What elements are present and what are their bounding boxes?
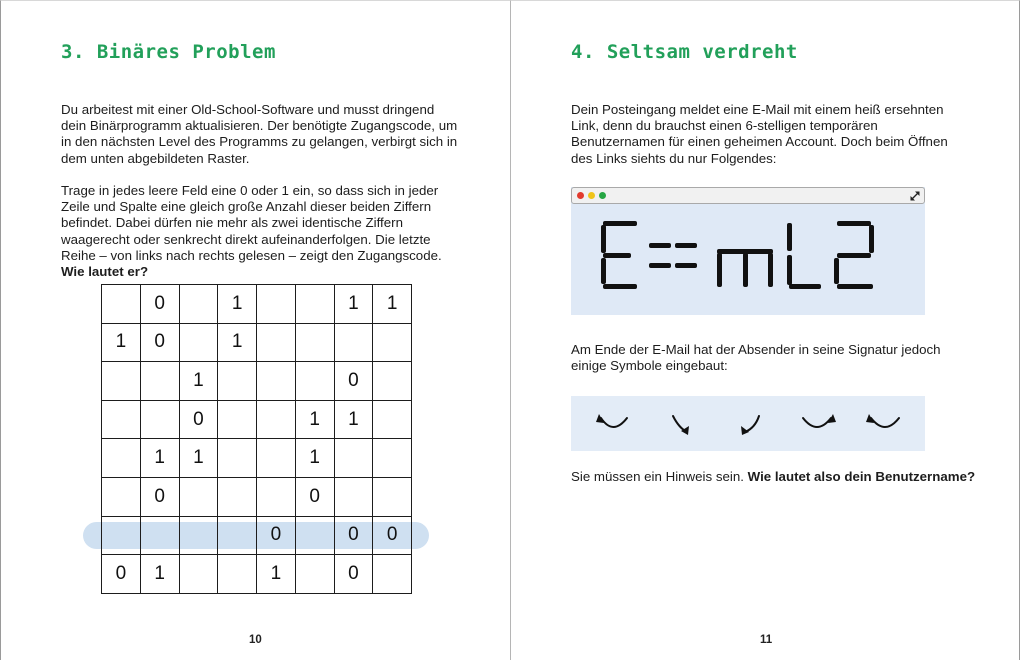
- seven-segment-display: [591, 215, 911, 295]
- grid-row: [102, 285, 412, 324]
- grid-cell-empty[interactable]: [102, 285, 141, 324]
- grid-row: [102, 555, 412, 594]
- grid-cell-empty[interactable]: [218, 400, 257, 439]
- grid-cell: 0: [140, 323, 179, 362]
- grid-cell-empty[interactable]: [334, 477, 373, 516]
- grid-cell-empty[interactable]: [140, 516, 179, 555]
- grid-cell-empty[interactable]: [257, 323, 296, 362]
- grid-cell: 0: [102, 555, 141, 594]
- rotation-symbols: [571, 396, 925, 451]
- grid-cell-empty[interactable]: [295, 555, 334, 594]
- rotate-ccw-arrow-icon: [741, 416, 759, 435]
- grid-cell-empty[interactable]: [295, 362, 334, 401]
- grid-row: [102, 323, 412, 362]
- grid-cell-empty[interactable]: [295, 516, 334, 555]
- grid-cell-empty[interactable]: [218, 362, 257, 401]
- grid-cell-empty[interactable]: [334, 323, 373, 362]
- rules-paragraph: [61, 183, 461, 280]
- grid-cell: 0: [295, 477, 334, 516]
- minimize-dot-icon: [588, 192, 595, 199]
- intro-paragraph: Du arbeitest mit einer Old-School-Software und musst dringend dein Binärprogramm aktualisieren. Der benötigte Zugangscode, um in den nächsten Level des Programms zu gelangen, verbirgt sich in dem unten abgebildeten Raster.: [61, 102, 458, 166]
- rotate-ccw-arrow-icon: [596, 414, 627, 427]
- grid-cell-empty[interactable]: [334, 439, 373, 478]
- page-number: 11: [760, 634, 773, 646]
- grid-cell-empty[interactable]: [140, 362, 179, 401]
- grid-cell: 1: [140, 555, 179, 594]
- grid-cell: 0: [334, 516, 373, 555]
- grid-cell-empty[interactable]: [295, 285, 334, 324]
- grid-cell: 1: [179, 439, 218, 478]
- grid-cell-empty[interactable]: [102, 362, 141, 401]
- expand-icon: [909, 189, 921, 202]
- grid-cell-empty[interactable]: [257, 285, 296, 324]
- grid-cell-empty[interactable]: [373, 400, 412, 439]
- grid-row: [102, 362, 412, 401]
- grid-cell-empty[interactable]: [179, 555, 218, 594]
- grid-cell: 1: [218, 323, 257, 362]
- grid-row: [102, 439, 412, 478]
- grid-cell-empty[interactable]: [179, 516, 218, 555]
- rules-text: Trage in jedes leere Feld eine 0 oder 1 ein, so dass sich in jeder Zeile und Spalte eine gleich große Anzahl dieser beiden Ziffern befindet. Dabei dürfen nie mehr als zwei identische Ziffern waagerecht oder senkrecht direkt aufeinanderfolgen. Die letzte Reihe – von links nach rechts gelesen – zeigt den Zugangscode.: [61, 183, 442, 263]
- grid-cell-empty[interactable]: [257, 362, 296, 401]
- rotate-cw-arrow-icon: [673, 416, 689, 435]
- browser-window: [571, 187, 925, 315]
- grid-cell-empty[interactable]: [257, 439, 296, 478]
- grid-cell: 0: [373, 516, 412, 555]
- grid-cell: 1: [218, 285, 257, 324]
- grid-cell-empty[interactable]: [373, 477, 412, 516]
- grid-cell-empty[interactable]: [179, 323, 218, 362]
- grid-cell-empty[interactable]: [102, 439, 141, 478]
- grid-cell-empty[interactable]: [257, 477, 296, 516]
- grid-cell: 1: [373, 285, 412, 324]
- grid-cell-empty[interactable]: [102, 477, 141, 516]
- grid-cell: 1: [295, 400, 334, 439]
- grid-cell: 0: [140, 285, 179, 324]
- grid-cell: 1: [257, 555, 296, 594]
- hint-text: Sie müssen ein Hinweis sein.: [571, 469, 744, 484]
- grid-row: [102, 477, 412, 516]
- grid-cell-empty[interactable]: [179, 477, 218, 516]
- grid-cell: 0: [257, 516, 296, 555]
- intro-paragraph: Dein Posteingang meldet eine E-Mail mit einem heiß ersehnten Link, denn du brauchst einen 6-stelligen temporären Benutzernamen für einen geheimen Account. Doch beim Öffnen des Links siehts du nur Folgendes:: [571, 102, 948, 166]
- question-text: Wie lautet also dein Benutzername?: [747, 469, 976, 484]
- maximize-dot-icon: [599, 192, 606, 199]
- grid-cell: 1: [179, 362, 218, 401]
- binary-grid: [101, 284, 412, 594]
- grid-cell-empty[interactable]: [102, 516, 141, 555]
- grid-row-highlighted: [102, 516, 412, 555]
- grid-cell-empty[interactable]: [373, 323, 412, 362]
- grid-cell: 0: [334, 555, 373, 594]
- grid-cell-empty[interactable]: [295, 323, 334, 362]
- rotate-cw-arrow-icon: [803, 414, 836, 427]
- signature-paragraph: Am Ende der E-Mail hat der Absender in seine Signatur jedoch einige Symbole eingebaut:: [571, 342, 941, 374]
- grid-cell-empty[interactable]: [373, 439, 412, 478]
- grid-cell-empty[interactable]: [218, 477, 257, 516]
- grid-cell-empty[interactable]: [179, 285, 218, 324]
- puzzle-title: 4. Seltsam verdreht: [571, 41, 798, 63]
- grid-cell-empty[interactable]: [218, 516, 257, 555]
- grid-cell: 1: [140, 439, 179, 478]
- grid-cell-empty[interactable]: [218, 555, 257, 594]
- grid-cell-empty[interactable]: [140, 400, 179, 439]
- grid-cell: 0: [179, 400, 218, 439]
- signature-symbols: [571, 396, 925, 451]
- grid-cell-empty[interactable]: [373, 555, 412, 594]
- close-dot-icon: [577, 192, 584, 199]
- grid-cell-empty[interactable]: [257, 400, 296, 439]
- page-number: 10: [249, 634, 262, 646]
- grid-cell: 1: [102, 323, 141, 362]
- grid-cell: 0: [334, 362, 373, 401]
- rotate-ccw-arrow-icon: [866, 414, 899, 427]
- grid-cell: 1: [334, 400, 373, 439]
- grid-cell-empty[interactable]: [102, 400, 141, 439]
- grid-row: [102, 400, 412, 439]
- grid-cell-empty[interactable]: [218, 439, 257, 478]
- right-page: [510, 0, 1020, 660]
- hint-paragraph: [571, 469, 991, 485]
- grid-cell: 1: [295, 439, 334, 478]
- browser-title-bar: [571, 187, 925, 204]
- grid-cell: 0: [140, 477, 179, 516]
- question-text: Wie lautet er?: [61, 264, 149, 280]
- grid-cell-empty[interactable]: [373, 362, 412, 401]
- grid-cell: 1: [334, 285, 373, 324]
- puzzle-title: 3. Binäres Problem: [61, 41, 276, 63]
